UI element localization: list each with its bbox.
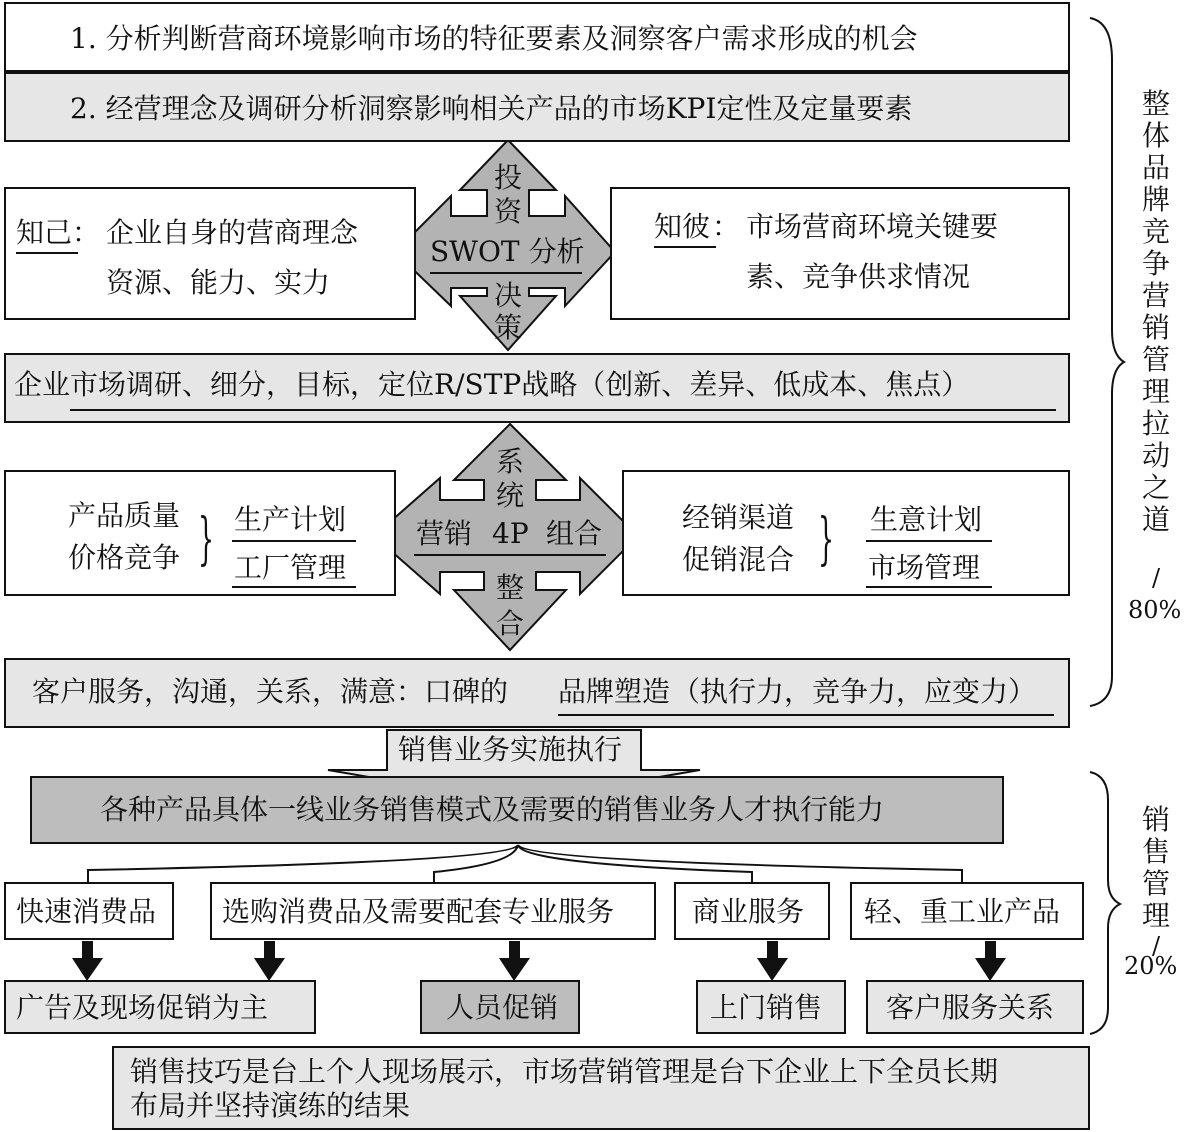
method-box-door <box>696 980 846 1034</box>
know-self-underline <box>16 252 78 254</box>
top-line-1: 1. 分析判断营商环境影响市场的特征要素及洞察客户需求形成的机会 <box>70 22 918 55</box>
know-self-box <box>4 187 416 320</box>
service-underline <box>558 714 1054 716</box>
brace-lower <box>1090 772 1120 1034</box>
method-box-service <box>866 980 1084 1034</box>
know-other-label: 知彼 <box>654 210 711 243</box>
side-upper-char: 营 <box>1141 279 1170 312</box>
top-line-2: 2. 经营理念及调研分析洞察影响相关产品的市场KPI定性及定量要素 <box>70 92 913 125</box>
method-door: 上门销售 <box>710 991 823 1024</box>
method-service: 客户服务关系 <box>886 991 1055 1024</box>
service-text-a: 客户服务，沟通，关系，满意：口碑的 <box>32 675 509 708</box>
category-box-industrial <box>850 882 1084 940</box>
promotion-mix: 促销混合 <box>682 543 795 576</box>
category-box-fmcg <box>4 882 174 940</box>
sales-model-text: 各种产品具体一线业务销售模式及需要的销售业务人才执行能力 <box>100 793 885 826</box>
category-shopping: 选购消费品及需要配套专业服务 <box>222 895 615 928</box>
side-lower-slash: / <box>1152 932 1161 960</box>
business-plan-underline <box>866 540 992 542</box>
price-competition: 价格竞争 <box>68 541 181 574</box>
side-lower-char: 售 <box>1141 835 1170 868</box>
product-quality: 产品质量 <box>68 499 181 532</box>
category-down-arrows <box>72 941 1006 981</box>
side-label-lower <box>1136 804 1176 932</box>
left-brace-glyph: } <box>198 507 215 572</box>
side-lower-percent: 20% <box>1124 952 1178 980</box>
fourp-arrow-right: 组合 <box>546 517 603 550</box>
production-plan: 生产计划 <box>234 503 347 536</box>
service-text-c: （执行力，竞争力，应变力） <box>672 675 1037 708</box>
swot-center-underline <box>430 272 582 274</box>
know-self-label: 知己 <box>16 216 73 249</box>
summary-line-1: 销售技巧是台上个人现场展示，市场营销管理是台下企业上下全员长期 <box>130 1055 999 1088</box>
swot-arrow-bottom-1: 决 <box>494 279 523 312</box>
side-upper-char: 道 <box>1141 503 1170 536</box>
summary-line-2: 布局并坚持演练的结果 <box>130 1089 411 1122</box>
know-other-line-2: 素、竞争供求情况 <box>746 260 971 293</box>
right-brace-glyph: } <box>818 507 835 572</box>
swot-arrow-center: SWOT 分析 <box>430 235 585 268</box>
sales-model-box <box>30 776 1004 844</box>
fourp-arrow-top-2: 统 <box>496 479 525 512</box>
channel-promo-box <box>622 470 1070 596</box>
side-lower-char: 理 <box>1141 899 1170 932</box>
swot-arrow-top-1: 投 <box>494 161 523 194</box>
side-upper-char: 竞 <box>1141 215 1170 248</box>
side-lower-char: 管 <box>1141 867 1170 900</box>
service-box <box>4 658 1070 728</box>
business-plan: 生意计划 <box>870 503 983 536</box>
top-box-1 <box>4 2 1070 72</box>
branch-lines <box>88 845 962 882</box>
top-box-2 <box>4 72 1070 142</box>
factory-management-underline <box>232 586 356 588</box>
product-price-box <box>4 470 396 596</box>
method-box-personal <box>420 980 580 1034</box>
method-advertising: 广告及现场促销为主 <box>16 991 269 1024</box>
side-upper-char: 体 <box>1141 119 1170 152</box>
production-plan-underline <box>232 540 356 542</box>
factory-management: 工厂管理 <box>234 551 347 584</box>
distribution-channel: 经销渠道 <box>682 501 795 534</box>
fourp-arrow-mid: 4P <box>492 517 529 550</box>
stp-box <box>4 353 1070 423</box>
stp-underline <box>70 409 1056 411</box>
side-upper-char: 动 <box>1141 439 1170 472</box>
know-other-sep: ： <box>712 210 741 243</box>
fourp-arrow-top-1: 系 <box>496 445 525 478</box>
fourp-arrow-bottom-1: 整 <box>496 571 525 604</box>
category-box-business <box>674 882 830 940</box>
service-text-b: 品牌塑造 <box>558 675 671 708</box>
side-label-upper <box>1136 88 1176 536</box>
market-management-underline <box>866 586 992 588</box>
category-industrial: 轻、重工业产品 <box>864 895 1061 928</box>
know-self-sep: ： <box>72 216 101 249</box>
side-upper-char: 品 <box>1141 151 1170 184</box>
side-upper-char: 之 <box>1141 471 1170 504</box>
side-upper-char: 争 <box>1141 247 1170 280</box>
market-management: 市场管理 <box>868 551 981 584</box>
know-self-line-1: 企业自身的营商理念 <box>106 216 359 249</box>
know-other-box <box>610 187 1070 320</box>
side-upper-slash: / <box>1152 564 1161 592</box>
side-upper-char: 拉 <box>1141 407 1170 440</box>
brace-upper <box>1090 18 1124 706</box>
know-other-line-1: 市场营商环境关键要 <box>746 210 999 243</box>
method-personal: 人员促销 <box>446 991 559 1024</box>
side-upper-char: 牌 <box>1141 183 1170 216</box>
swot-arrow-top-2: 资 <box>494 195 523 228</box>
fourp-center-underline <box>414 554 606 556</box>
category-business: 商业服务 <box>692 895 805 928</box>
method-box-advertising <box>4 980 316 1034</box>
know-other-underline <box>654 246 716 248</box>
side-upper-char: 整 <box>1141 87 1170 120</box>
side-upper-percent: 80% <box>1128 596 1182 624</box>
fourp-arrow-left: 营销 <box>416 517 473 550</box>
fourp-arrow-bottom-2: 合 <box>496 607 525 640</box>
category-fmcg: 快速消费品 <box>16 895 157 928</box>
summary-box <box>112 1046 1090 1130</box>
execute-label: 销售业务实施执行 <box>398 733 623 766</box>
know-self-line-2: 资源、能力、实力 <box>106 266 331 299</box>
side-upper-char: 销 <box>1141 311 1170 344</box>
side-upper-char: 理 <box>1141 375 1170 408</box>
stp-text: 企业市场调研、细分，目标，定位R/STP战略（创新、差异、低成本、焦点） <box>14 368 970 401</box>
side-upper-char: 管 <box>1141 343 1170 376</box>
category-box-shopping <box>210 882 656 940</box>
swot-arrow-bottom-2: 策 <box>494 311 523 344</box>
side-lower-char: 销 <box>1141 803 1170 836</box>
